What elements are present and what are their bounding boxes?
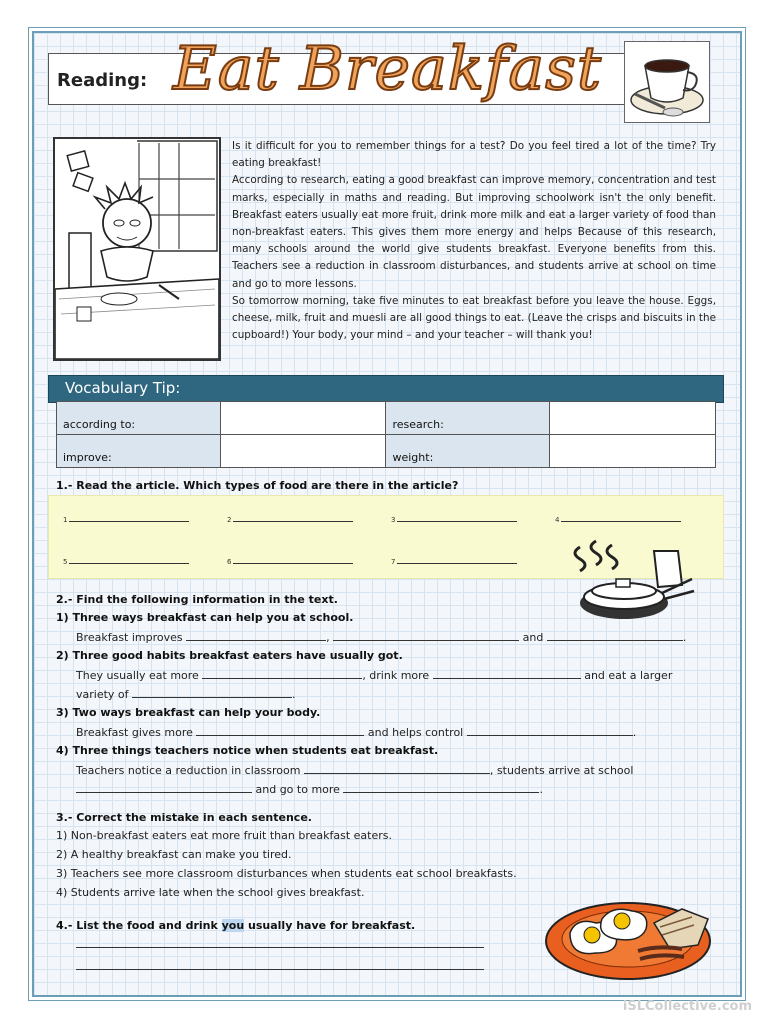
food-blank[interactable] [227, 516, 353, 524]
food-blank[interactable] [63, 516, 189, 524]
answer-blank[interactable] [467, 725, 633, 736]
tired-student-illustration [53, 137, 221, 361]
answer-line[interactable] [76, 937, 484, 948]
answer-blank[interactable] [333, 630, 519, 641]
answer-blank[interactable] [132, 687, 292, 698]
page-title: Eat Breakfast [173, 34, 603, 104]
food-blank[interactable] [227, 558, 353, 566]
vocabulary-table [56, 401, 716, 468]
vocab-answer-cell[interactable] [220, 402, 386, 435]
question-2-sub-2: 2) Three good habits breakfast eaters have usually got. [56, 649, 403, 662]
question-3-title: 3.- Correct the mistake in each sentence. [56, 811, 312, 824]
answer-prompt: Breakfast gives more [76, 726, 193, 739]
pancakes-illustration [566, 535, 696, 623]
answer-blank[interactable] [343, 782, 539, 793]
blank-number: 5 [63, 558, 68, 566]
blank-number: 4 [555, 516, 560, 524]
worksheet-page [32, 31, 742, 997]
sentence-item: 2) A healthy breakfast can make you tired. [56, 848, 292, 861]
vocabulary-heading-bar [48, 375, 724, 403]
vocab-term: according to: [57, 402, 221, 435]
food-blank[interactable] [63, 558, 189, 566]
sentence-item: 4) Students arrive late when the school gives breakfast. [56, 886, 365, 899]
title-bar [48, 34, 710, 105]
answer-prompt: Teachers notice a reduction in classroom [76, 764, 301, 777]
eggs-bacon-plate-illustration [542, 883, 722, 981]
sentence-item: 3) Teachers see more classroom disturbances when students eat school breakfasts. [56, 867, 517, 880]
food-blank[interactable] [555, 516, 681, 524]
answer-line-2 [76, 668, 672, 682]
food-blank[interactable] [391, 516, 517, 524]
answer-blank[interactable] [186, 630, 326, 641]
answer-prompt: and eat a larger [584, 669, 673, 682]
vocab-answer-cell[interactable] [220, 435, 386, 468]
answer-prompt: and helps control [367, 726, 464, 739]
answer-line-4b: and go to more . [76, 782, 543, 796]
blank-number: 2 [227, 516, 232, 524]
answer-blank[interactable] [433, 668, 581, 679]
article-text [232, 138, 716, 344]
answer-blank[interactable] [304, 763, 490, 774]
blank-number: 1 [63, 516, 68, 524]
answer-line[interactable] [76, 959, 484, 970]
answer-line-2b: variety of . [76, 688, 296, 701]
table-row [57, 402, 716, 435]
blank-number: 6 [227, 558, 232, 566]
question-1-title: 1.- Read the article. Which types of food are there in the article? [56, 479, 459, 492]
food-blank[interactable] [391, 558, 517, 566]
answer-blank[interactable] [76, 782, 252, 793]
vocab-answer-cell[interactable] [550, 402, 716, 435]
blank-number: 7 [391, 558, 396, 566]
answer-prompt: They usually eat more [76, 669, 199, 682]
watermark: iSLCollective.com [622, 999, 752, 1014]
question-4-text: 4.- List the food and drink [56, 919, 222, 932]
answer-blank[interactable] [202, 668, 362, 679]
question-4-text: usually have for breakfast. [244, 919, 416, 932]
coffee-cup-illustration [624, 41, 710, 123]
answer-blank[interactable] [196, 725, 364, 736]
answer-blank[interactable] [547, 630, 683, 641]
answer-line-1: Breakfast improves , and . [76, 631, 687, 644]
question-2-sub-4: 4) Three things teachers notice when students eat breakfast. [56, 744, 439, 757]
article-paragraph: Is it difficult for you to remember things for a test? Do you feel tired a lot of the time? Try eating breakfast! [232, 140, 716, 170]
question-4-title [56, 919, 415, 932]
answer-prompt: Breakfast improves [76, 631, 183, 644]
sentence-item: 1) Non-breakfast eaters eat more fruit than breakfast eaters. [56, 829, 392, 842]
article-paragraph: According to research, eating a good breakfast can improve memory, concentration and test marks, especially in maths and reading. But improving schoolwork isn't the only benefit. Breakfast eaters usually eat more fruit, drink more milk and eat a larger variety of food than non-breakfast eaters. This gives them more energy and helps Because of this research, many schools around the world give students breakfast. Everyone benefits from this. Teachers see a reduction in classroom disturbances, and students arrive at school on time and go to more lessons. [232, 174, 716, 290]
question-2-sub-3: 3) Two ways breakfast can help your body. [56, 706, 321, 719]
question-2-sub-1: 1) Three ways breakfast can help you at school. [56, 611, 354, 624]
reading-label: Reading: [57, 70, 148, 91]
answer-prompt: , students arrive at school [489, 764, 634, 777]
answer-line-3: Breakfast gives more and helps control . [76, 726, 637, 739]
vocab-term: weight: [386, 435, 550, 468]
vocab-term: research: [386, 402, 550, 435]
vocab-answer-cell[interactable] [550, 435, 716, 468]
vocabulary-heading: Vocabulary Tip: [65, 379, 181, 397]
answer-line-4 [76, 763, 633, 777]
vocab-term: improve: [57, 435, 221, 468]
answer-prompt: , drink more [362, 669, 430, 682]
answer-prompt: and [522, 631, 544, 644]
blank-number: 3 [391, 516, 396, 524]
article-paragraph: So tomorrow morning, take five minutes to eat breakfast before you leave the house. Eggs, cheese, milk, fruit and muesli are all good things to eat. (Leave the crisps and biscuits in the cupboard!) Your body, your mind – and your teacher – will thank you! [232, 294, 716, 342]
answer-prompt: variety of [76, 688, 129, 701]
question-2-title: 2.- Find the following information in the text. [56, 593, 338, 606]
table-row [57, 435, 716, 468]
answer-prompt: and go to more [255, 783, 340, 796]
highlighted-word: you [221, 919, 245, 932]
